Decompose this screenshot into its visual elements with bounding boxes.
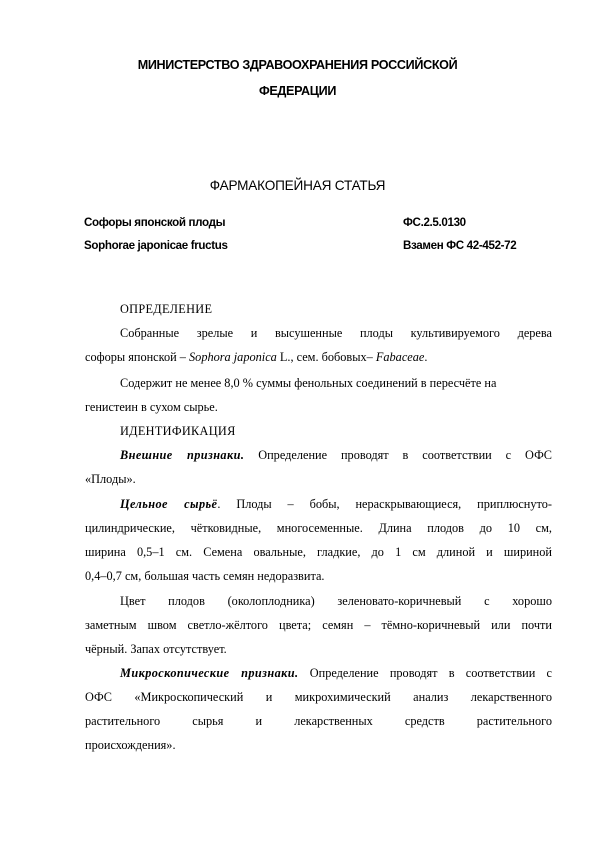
paragraph-line: заметным швом светло-жёлтого цвета; семян – тёмно-коричневый или почти bbox=[85, 618, 552, 632]
latin-species-name: Sophora japonica bbox=[189, 350, 277, 364]
text-run: софоры японской – bbox=[85, 350, 190, 364]
monograph-replaces: Взамен ФС 42-452-72 bbox=[403, 239, 517, 252]
subheading-microscopic-signs: Микроскопические признаки. bbox=[120, 666, 299, 680]
latin-family-name: Fabaceae bbox=[375, 350, 425, 364]
text-run: Определение проводят в соответствии с ОФС bbox=[244, 448, 552, 462]
paragraph-line: «Плоды». bbox=[85, 472, 136, 486]
subheading-whole-material: Цельное сырьё bbox=[120, 497, 218, 511]
paragraph-line bbox=[120, 661, 552, 685]
paragraph-line: ОФС «Микроскопический и микрохимический анализ лекарственного bbox=[85, 690, 552, 704]
paragraph-line: Собранные зрелые и высушенные плоды культивируемого дерева bbox=[120, 326, 552, 340]
paragraph-line: генистеин в сухом сырье. bbox=[85, 400, 218, 414]
subheading-external-signs: Внешние признаки. bbox=[120, 448, 245, 462]
paragraph-line bbox=[120, 492, 552, 516]
text-run: L., сем. бобовых– bbox=[276, 350, 376, 364]
paragraph-line: Цвет плодов (околоплодника) зеленовато-коричневый с хорошо bbox=[120, 594, 552, 608]
paragraph-line: Содержит не менее 8,0 % суммы фенольных соединений в пересчёте на bbox=[120, 376, 497, 390]
article-title: ФАРМАКОПЕЙНАЯ СТАТЬЯ bbox=[209, 178, 386, 193]
ministry-title-line1: МИНИСТЕРСТВО ЗДРАВООХРАНЕНИЯ РОССИЙСКОЙ bbox=[137, 58, 458, 72]
monograph-name-lat: Sophorae japonicae fructus bbox=[84, 239, 228, 252]
ministry-title-line2: ФЕДЕРАЦИИ bbox=[258, 84, 337, 98]
text-run: . Плоды – бобы, нераскрывающиеся, приплюснуто- bbox=[217, 497, 552, 511]
section-heading-definition: ОПРЕДЕЛЕНИЕ bbox=[120, 302, 213, 316]
paragraph-line: цилиндрические, чётковидные, многосеменные. Длина плодов до 10 см, bbox=[85, 521, 552, 535]
paragraph-line: чёрный. Запах отсутствует. bbox=[85, 642, 227, 656]
section-heading-identification: ИДЕНТИФИКАЦИЯ bbox=[120, 424, 236, 438]
monograph-name-ru: Софоры японской плоды bbox=[84, 216, 226, 229]
monograph-code: ФС.2.5.0130 bbox=[403, 216, 466, 229]
paragraph-line: ширина 0,5–1 см. Семена овальные, гладкие, до 1 см длиной и шириной bbox=[85, 545, 552, 559]
paragraph-line bbox=[85, 345, 552, 369]
paragraph-line: 0,4–0,7 см, большая часть семян недоразвита. bbox=[85, 569, 325, 583]
paragraph-line bbox=[120, 443, 552, 467]
text-run: Определение проводят в соответствии с bbox=[298, 666, 552, 680]
paragraph-line: растительного сырья и лекарственных средств растительного bbox=[85, 714, 552, 728]
text-run: . bbox=[424, 350, 428, 364]
paragraph-line: происхождения». bbox=[85, 738, 176, 752]
